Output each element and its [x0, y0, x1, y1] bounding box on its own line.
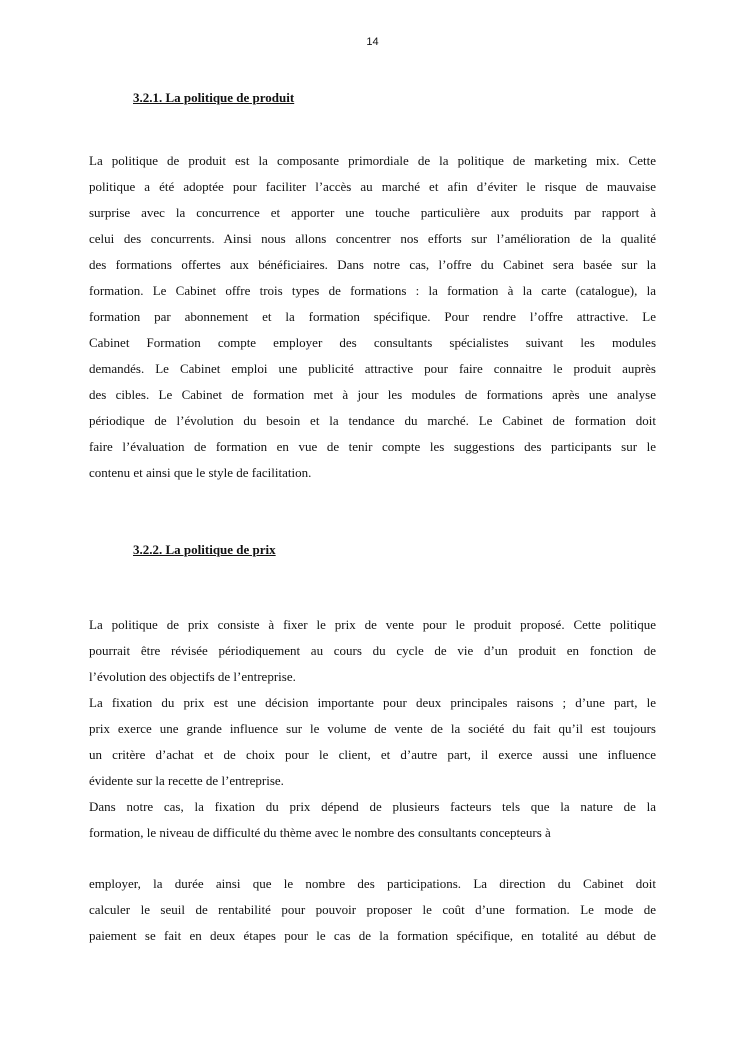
text-line: formation, le niveau de difficulté du thème avec le nombre des consultants concepteurs à — [89, 825, 551, 840]
section-heading-price-policy: 3.2.2. La politique de prix — [133, 542, 276, 557]
text-line: prix exerce une grande influence sur le volume de vente de la société du fait qu’il est toujours — [89, 721, 656, 736]
paragraph-price-policy — [89, 612, 656, 846]
page-number: 14 — [366, 36, 379, 48]
text-line: formation. Le Cabinet offre trois types de formations : la formation à la carte (catalogue), la — [89, 283, 656, 298]
text-line: contenu et ainsi que le style de facilitation. — [89, 465, 312, 480]
text-line: employer, la durée ainsi que le nombre des participations. La direction du Cabinet doit — [89, 876, 656, 891]
paragraph-product-policy — [89, 148, 656, 486]
text-line: périodique de l’évolution du besoin et la tendance du marché. Le Cabinet de formation doit — [89, 413, 656, 428]
text-line: Dans notre cas, la fixation du prix dépend de plusieurs facteurs tels que la nature de la — [89, 799, 656, 814]
text-line: Cabinet Formation compte employer des consultants spécialistes suivant les modules — [89, 335, 656, 350]
text-line: celui des concurrents. Ainsi nous allons concentrer nos efforts sur l’amélioration de la qualité — [89, 231, 656, 246]
text-line: paiement se fait en deux étapes pour le cas de la formation spécifique, en totalité au début de — [89, 928, 656, 943]
text-line: des cibles. Le Cabinet de formation met à jour les modules de formations après une analyse — [89, 387, 656, 402]
section-heading-product-policy: 3.2.1. La politique de produit — [133, 90, 295, 105]
text-line: des formations offertes aux bénéficiaires. Dans notre cas, l’offre du Cabinet sera basée sur la — [89, 257, 656, 272]
text-line: La fixation du prix est une décision importante pour deux principales raisons ; d’une part, le — [89, 695, 656, 710]
text-line: La politique de prix consiste à fixer le prix de vente pour le produit proposé. Cette politique — [89, 617, 656, 632]
text-line: calculer le seuil de rentabilité pour pouvoir proposer le coût d’une formation. Le mode de — [89, 902, 656, 917]
text-line: évidente sur la recette de l’entreprise. — [89, 773, 284, 788]
text-line: formation par abonnement et la formation spécifique. Pour rendre l’offre attractive. Le — [89, 309, 656, 324]
text-line: faire l’évaluation de formation en vue de tenir compte les suggestions des participants sur le — [89, 439, 656, 454]
text-line: La politique de produit est la composante primordiale de la politique de marketing mix. Cette — [89, 153, 656, 168]
paragraph-price-policy-continued — [89, 871, 656, 949]
text-line: pourrait être révisée périodiquement au cours du cycle de vie d’un produit en fonction de — [89, 643, 656, 658]
text-line: l’évolution des objectifs de l’entreprise. — [89, 669, 296, 684]
text-line: surprise avec la concurrence et apporter une touche particulière aux produits par rapport à — [89, 205, 656, 220]
text-line: un critère d’achat et de choix pour le client, et d’autre part, il exerce aussi une influence — [89, 747, 656, 762]
text-line: demandés. Le Cabinet emploi une publicité attractive pour faire connaitre le produit auprès — [89, 361, 656, 376]
text-line: politique a été adoptée pour faciliter l’accès au marché et afin d’éviter le risque de mauvaise — [89, 179, 656, 194]
